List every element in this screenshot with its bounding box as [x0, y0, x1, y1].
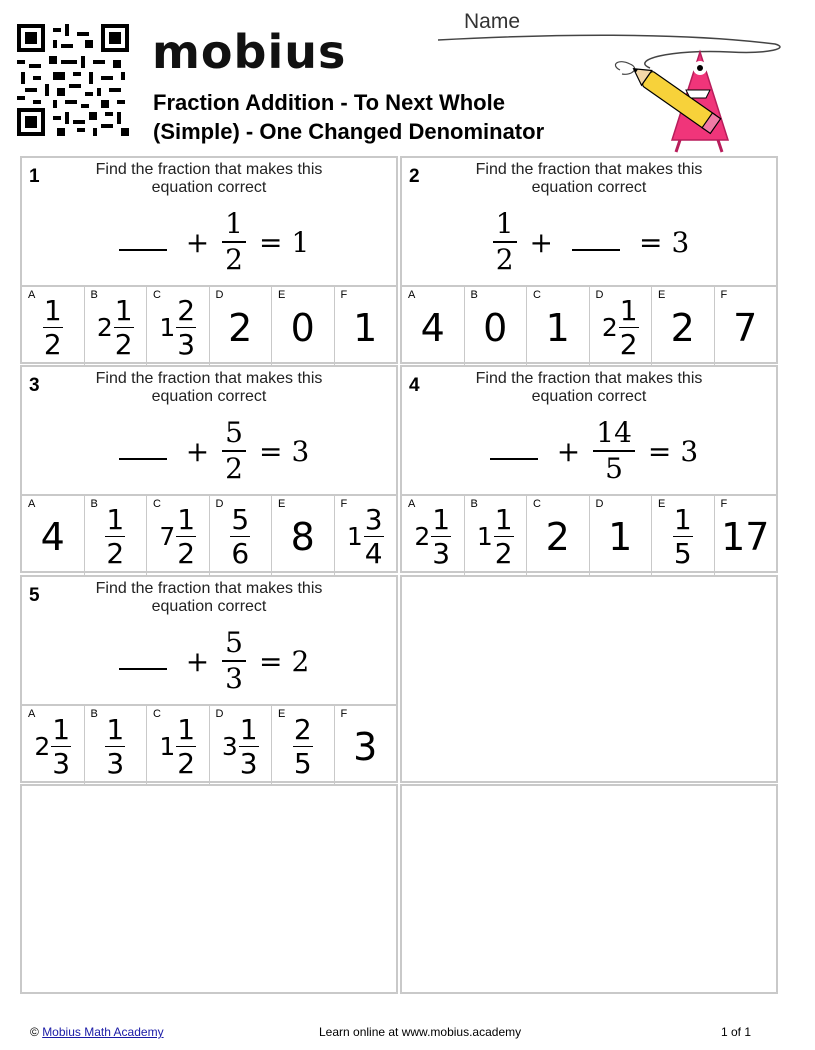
fraction: [222, 626, 246, 696]
fraction: [176, 503, 196, 570]
numerator: 2: [293, 713, 312, 746]
numerator: 1: [106, 503, 125, 536]
denominator: 3: [239, 747, 258, 780]
footer-center: Learn online at www.mobius.academy: [319, 1025, 522, 1039]
fraction: [673, 503, 693, 570]
numerator: 1: [494, 503, 513, 536]
equation: [22, 621, 396, 701]
numerator: 1: [673, 503, 692, 536]
choice-letter: F: [720, 498, 728, 510]
choice-letter: A: [408, 289, 416, 301]
equals-sign: =: [259, 644, 283, 678]
denominator: 2: [114, 328, 133, 361]
instruction-line: equation correct: [151, 179, 267, 196]
numerator: 1: [114, 294, 133, 327]
choice-letter: B: [90, 708, 98, 720]
choice-value: 2: [670, 305, 695, 350]
equals-sign: =: [647, 434, 672, 468]
answer-choice-e[interactable]: [272, 496, 335, 577]
answer-blank[interactable]: [119, 233, 167, 251]
answer-choice-a[interactable]: [402, 496, 465, 577]
answer-choice-b[interactable]: [85, 706, 148, 787]
instruction-line: Find the fraction that makes this: [475, 370, 703, 387]
problem-number: 2: [409, 166, 420, 187]
choice-letter: E: [278, 289, 286, 301]
plus-sign: +: [556, 434, 581, 468]
numerator: 3: [364, 503, 383, 536]
fraction: [114, 294, 134, 361]
answer-choice-b[interactable]: [465, 287, 528, 368]
answer-choice-b[interactable]: [85, 287, 148, 368]
whole-number: 2: [96, 313, 113, 342]
denominator: 5: [293, 747, 312, 780]
choice-letter: C: [533, 498, 541, 510]
choice-letter: D: [595, 498, 604, 510]
plus-sign: +: [185, 434, 210, 468]
fraction: [51, 713, 71, 780]
choice-letter: C: [533, 289, 541, 301]
page-number: 1 of 1: [721, 1025, 752, 1039]
result: 3: [680, 434, 699, 468]
fraction: [239, 713, 259, 780]
answer-blank[interactable]: [572, 233, 620, 251]
answer-choice-a[interactable]: [22, 706, 85, 787]
fraction: [230, 503, 250, 570]
answer-choices: [402, 494, 776, 577]
numerator: 1: [52, 713, 71, 746]
whole-number: 1: [159, 313, 176, 342]
numerator: 1: [177, 503, 196, 536]
numerator: 2: [177, 294, 196, 327]
plus-sign: +: [185, 225, 210, 259]
choice-value: 8: [290, 514, 315, 559]
answer-choice-c[interactable]: [527, 496, 590, 577]
equals-sign: =: [259, 225, 283, 259]
instruction-line: equation correct: [531, 388, 647, 405]
choice-letter: F: [720, 289, 728, 301]
name-label: Name: [464, 10, 521, 33]
fraction: [105, 713, 125, 780]
numerator: 1: [106, 713, 125, 746]
problem-number: 4: [409, 375, 420, 396]
equation: [402, 411, 776, 491]
empty-cell: [20, 784, 398, 994]
answer-choices: [22, 704, 396, 787]
choice-value: 1: [353, 305, 378, 350]
answer-choice-c[interactable]: [527, 287, 590, 368]
fraction: [222, 207, 246, 277]
answer-choice-e[interactable]: [272, 287, 335, 368]
whole-number: 7: [159, 522, 176, 551]
fraction: [43, 294, 63, 361]
denominator: 2: [225, 243, 243, 276]
worksheet-title: [153, 88, 623, 146]
choice-letter: D: [215, 498, 224, 510]
choice-letter: D: [215, 289, 224, 301]
title-line-1: Fraction Addition - To Next Whole: [153, 90, 505, 115]
instruction-line: Find the fraction that makes this: [95, 370, 323, 387]
instruction: [402, 161, 776, 197]
answer-choices: [402, 285, 776, 368]
pencil-mascot-icon: [610, 40, 740, 155]
numerator: 1: [43, 294, 62, 327]
answer-choice-a[interactable]: [402, 287, 465, 368]
instruction-line: equation correct: [531, 179, 647, 196]
denominator: 5: [605, 452, 623, 485]
denominator: 3: [177, 328, 196, 361]
empty-cell: [400, 784, 778, 994]
instruction-line: Find the fraction that makes this: [95, 161, 323, 178]
answer-choice-f[interactable]: [335, 706, 397, 787]
answer-choice-d[interactable]: [590, 287, 653, 368]
denominator: 2: [494, 537, 513, 570]
fraction: [494, 503, 514, 570]
choice-letter: D: [215, 708, 224, 720]
whole-number: 1: [346, 522, 363, 551]
problem-number: 1: [29, 166, 40, 187]
whole-number: 1: [476, 522, 493, 551]
problem-4: [400, 365, 778, 573]
denominator: 2: [43, 328, 62, 361]
choice-letter: C: [153, 708, 161, 720]
answer-choice-b[interactable]: [465, 496, 528, 577]
numerator: 5: [225, 416, 243, 449]
fraction: [364, 503, 384, 570]
whole-number: 2: [414, 522, 431, 551]
answer-choice-d[interactable]: [210, 496, 273, 577]
fraction: [493, 207, 517, 277]
answer-choice-c[interactable]: [147, 706, 210, 787]
choice-letter: D: [595, 289, 604, 301]
answer-choice-a[interactable]: [22, 287, 85, 368]
answer-blank[interactable]: [119, 442, 167, 460]
choice-letter: F: [340, 498, 348, 510]
denominator: 3: [225, 662, 243, 695]
result: 1: [291, 225, 310, 259]
equation: [22, 202, 396, 282]
choice-value: 17: [721, 514, 770, 559]
instruction-line: equation correct: [151, 598, 267, 615]
title-line-2: (Simple) - One Changed Denominator: [153, 119, 545, 144]
choice-letter: B: [470, 498, 478, 510]
choice-letter: F: [340, 708, 348, 720]
answer-choice-f[interactable]: [715, 287, 777, 368]
denominator: 4: [364, 537, 383, 570]
equals-sign: =: [259, 434, 283, 468]
answer-choice-b[interactable]: [85, 496, 148, 577]
instruction: [22, 580, 396, 616]
fraction: [431, 503, 451, 570]
choice-letter: F: [340, 289, 348, 301]
instruction: [402, 370, 776, 406]
fraction: [619, 294, 639, 361]
whole-number: 2: [34, 732, 51, 761]
qr-code-image: [17, 24, 129, 136]
problem-3: [20, 365, 398, 573]
problem-1: [20, 156, 398, 364]
answer-choice-f[interactable]: [335, 287, 397, 368]
answer-blank[interactable]: [119, 652, 167, 670]
numerator: 1: [619, 294, 638, 327]
denominator: 3: [432, 537, 451, 570]
answer-choice-f[interactable]: [335, 496, 397, 577]
choice-value: 2: [228, 305, 253, 350]
equation: [22, 411, 396, 491]
choice-value: 4: [40, 514, 65, 559]
plus-sign: +: [529, 225, 553, 259]
choice-value: 2: [545, 514, 570, 559]
fraction: [593, 416, 635, 486]
footer-copyright: [30, 1025, 164, 1039]
choice-letter: C: [153, 289, 161, 301]
fraction: [176, 294, 196, 361]
choice-value: 1: [608, 514, 633, 559]
denominator: 2: [619, 328, 638, 361]
copyright-symbol: ©: [30, 1025, 39, 1039]
denominator: 2: [177, 537, 196, 570]
denominator: 3: [52, 747, 71, 780]
numerator: 1: [495, 207, 514, 240]
numerator: 1: [432, 503, 451, 536]
instruction-line: Find the fraction that makes this: [95, 580, 323, 597]
numerator: 1: [239, 713, 258, 746]
answer-choice-c[interactable]: [147, 496, 210, 577]
denominator: 2: [106, 537, 125, 570]
numerator: 5: [231, 503, 250, 536]
answer-choices: [22, 285, 396, 368]
fraction: [222, 416, 246, 486]
equation: [402, 202, 776, 282]
answer-choice-d[interactable]: [210, 706, 273, 787]
numerator: 5: [225, 626, 243, 659]
problem-number: 3: [29, 375, 40, 396]
instruction-line: Find the fraction that makes this: [475, 161, 703, 178]
result: 3: [671, 225, 690, 259]
numerator: 14: [596, 416, 632, 449]
whole-number: 3: [221, 732, 238, 761]
empty-cell: [400, 575, 778, 783]
problem-2: [400, 156, 778, 364]
denominator: 5: [673, 537, 692, 570]
answer-blank[interactable]: [490, 442, 538, 460]
choice-letter: A: [28, 708, 36, 720]
equals-sign: =: [639, 225, 663, 259]
answer-choice-e[interactable]: [652, 287, 715, 368]
problem-5: [20, 575, 398, 783]
problem-number: 5: [29, 585, 40, 606]
denominator: 2: [177, 747, 196, 780]
choice-value: 1: [545, 305, 570, 350]
fraction: [105, 503, 125, 570]
instruction: [22, 161, 396, 197]
numerator: 1: [177, 713, 196, 746]
choice-letter: E: [658, 289, 666, 301]
result: 3: [291, 434, 310, 468]
whole-number: 2: [601, 313, 618, 342]
choice-letter: E: [278, 708, 286, 720]
choice-letter: B: [470, 289, 478, 301]
choice-letter: B: [90, 289, 98, 301]
choice-letter: C: [153, 498, 161, 510]
answer-choice-e[interactable]: [272, 706, 335, 787]
answer-choices: [22, 494, 396, 577]
whole-number: 1: [159, 732, 176, 761]
fraction: [176, 713, 196, 780]
choice-letter: A: [408, 498, 416, 510]
choice-value: 0: [483, 305, 508, 350]
answer-choice-d[interactable]: [210, 287, 273, 368]
answer-choice-e[interactable]: [652, 496, 715, 577]
denominator: 2: [225, 452, 243, 485]
denominator: 3: [106, 747, 125, 780]
choice-letter: A: [28, 498, 36, 510]
choice-value: 4: [420, 305, 445, 350]
plus-sign: +: [185, 644, 210, 678]
answer-choice-f[interactable]: [715, 496, 777, 577]
fraction: [293, 713, 313, 780]
mobius-academy-link[interactable]: Mobius Math Academy: [42, 1025, 164, 1039]
choice-letter: B: [90, 498, 98, 510]
answer-choice-a[interactable]: [22, 496, 85, 577]
denominator: 2: [495, 243, 514, 276]
choice-value: 7: [733, 305, 758, 350]
choice-letter: E: [278, 498, 286, 510]
denominator: 6: [231, 537, 250, 570]
choice-letter: E: [658, 498, 666, 510]
answer-choice-d[interactable]: [590, 496, 653, 577]
choice-letter: A: [28, 289, 36, 301]
choice-value: 0: [290, 305, 315, 350]
instruction-line: equation correct: [151, 388, 267, 405]
instruction: [22, 370, 396, 406]
result: 2: [291, 644, 310, 678]
numerator: 1: [225, 207, 243, 240]
answer-choice-c[interactable]: [147, 287, 210, 368]
choice-value: 3: [353, 724, 378, 769]
mobius-logo: mobius: [152, 25, 347, 79]
